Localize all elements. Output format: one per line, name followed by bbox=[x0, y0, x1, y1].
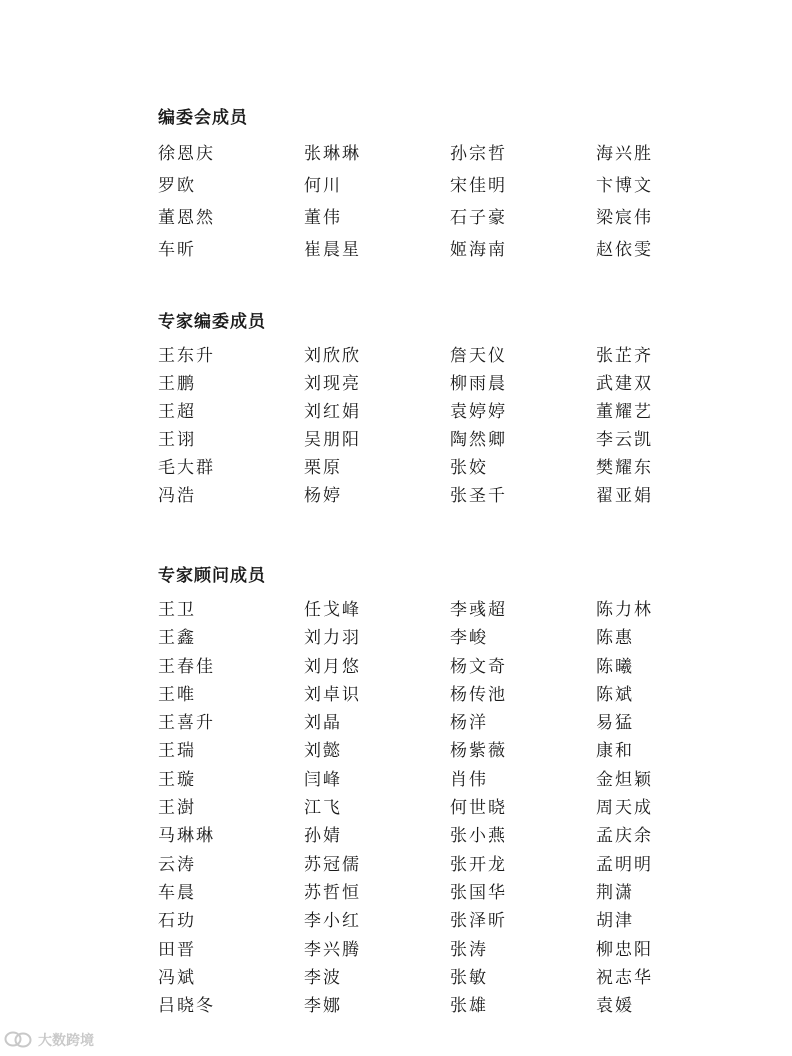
member-name: 车昕 bbox=[158, 240, 196, 260]
member-name: 石玏 bbox=[158, 911, 196, 932]
member-name: 袁媛 bbox=[596, 996, 634, 1017]
member-name: 胡津 bbox=[596, 911, 634, 932]
member-name: 王澍 bbox=[158, 798, 196, 819]
member-name: 詹天仪 bbox=[450, 346, 507, 366]
member-name: 荆潇 bbox=[596, 882, 634, 903]
member-name: 武建双 bbox=[596, 374, 653, 394]
section-title: 专家顾问成员 bbox=[158, 566, 266, 586]
member-name: 王春佳 bbox=[158, 656, 215, 677]
member-name: 张国华 bbox=[450, 882, 507, 903]
member-name: 王唯 bbox=[158, 684, 196, 705]
member-name: 樊耀东 bbox=[596, 458, 653, 478]
member-name: 柳雨晨 bbox=[450, 374, 507, 394]
member-name: 何世晓 bbox=[450, 798, 507, 819]
member-name: 田晋 bbox=[158, 939, 196, 960]
member-name: 董恩然 bbox=[158, 208, 215, 228]
member-name: 张琳琳 bbox=[304, 144, 361, 164]
member-name: 刘现亮 bbox=[304, 374, 361, 394]
member-name: 王诩 bbox=[158, 430, 196, 450]
member-name: 陈斌 bbox=[596, 684, 634, 705]
watermark bbox=[4, 1028, 94, 1052]
member-name: 柳忠阳 bbox=[596, 939, 653, 960]
member-name: 王东升 bbox=[158, 346, 215, 366]
member-name: 车晨 bbox=[158, 882, 196, 903]
member-name: 宋佳明 bbox=[450, 176, 507, 196]
member-name: 刘欣欣 bbox=[304, 346, 361, 366]
member-name: 张芷齐 bbox=[596, 346, 653, 366]
member-name: 李彧超 bbox=[450, 600, 507, 620]
watermark-text: 大数跨境 bbox=[38, 1033, 94, 1049]
member-name: 张涛 bbox=[450, 939, 488, 960]
member-name: 冯斌 bbox=[158, 967, 196, 988]
member-name: 毛大群 bbox=[158, 458, 215, 478]
member-name: 任戈峰 bbox=[304, 600, 361, 620]
member-name: 卞博文 bbox=[596, 176, 653, 196]
member-name: 姬海南 bbox=[450, 240, 507, 260]
member-name: 王瑞 bbox=[158, 741, 196, 762]
section-title: 编委会成员 bbox=[158, 108, 248, 128]
member-name: 祝志华 bbox=[596, 967, 653, 988]
member-name: 孟明明 bbox=[596, 854, 653, 875]
member-name: 张敏 bbox=[450, 967, 488, 988]
member-name: 董耀艺 bbox=[596, 402, 653, 422]
member-name: 张小燕 bbox=[450, 826, 507, 847]
name-grid bbox=[158, 144, 718, 272]
section-expert-advisors bbox=[158, 564, 718, 1024]
member-name: 陈惠 bbox=[596, 628, 634, 649]
member-name: 江飞 bbox=[304, 798, 342, 819]
name-grid bbox=[158, 346, 718, 514]
member-name: 梁宸伟 bbox=[596, 208, 653, 228]
name-grid bbox=[158, 600, 718, 1024]
member-name: 何川 bbox=[304, 176, 342, 196]
member-name: 王超 bbox=[158, 402, 196, 422]
member-name: 李峻 bbox=[450, 628, 488, 649]
member-name: 孙婧 bbox=[304, 826, 342, 847]
member-name: 刘晶 bbox=[304, 713, 342, 734]
member-name: 冯浩 bbox=[158, 486, 196, 506]
member-name: 张开龙 bbox=[450, 854, 507, 875]
member-name: 王鹏 bbox=[158, 374, 196, 394]
member-name: 徐恩庆 bbox=[158, 144, 215, 164]
member-name: 张泽昕 bbox=[450, 911, 507, 932]
member-name: 孟庆余 bbox=[596, 826, 653, 847]
member-name: 王璇 bbox=[158, 769, 196, 790]
member-name: 刘力羽 bbox=[304, 628, 361, 649]
member-name: 李小红 bbox=[304, 911, 361, 932]
member-name: 易猛 bbox=[596, 713, 634, 734]
member-name: 栗原 bbox=[304, 458, 342, 478]
member-name: 李云凯 bbox=[596, 430, 653, 450]
member-name: 杨紫薇 bbox=[450, 741, 507, 762]
member-name: 金炟颖 bbox=[596, 769, 653, 790]
member-name: 马琳琳 bbox=[158, 826, 215, 847]
member-name: 翟亚娟 bbox=[596, 486, 653, 506]
member-name: 孙宗哲 bbox=[450, 144, 507, 164]
member-name: 张圣千 bbox=[450, 486, 507, 506]
member-name: 赵依雯 bbox=[596, 240, 653, 260]
member-name: 杨婷 bbox=[304, 486, 342, 506]
member-name: 陈力林 bbox=[596, 600, 653, 620]
member-name: 袁婷婷 bbox=[450, 402, 507, 422]
member-name: 刘卓识 bbox=[304, 684, 361, 705]
member-name: 陶然卿 bbox=[450, 430, 507, 450]
member-name: 吕晓冬 bbox=[158, 996, 215, 1017]
member-name: 李兴腾 bbox=[304, 939, 361, 960]
member-name: 刘月悠 bbox=[304, 656, 361, 677]
member-name: 董伟 bbox=[304, 208, 342, 228]
member-name: 刘红娟 bbox=[304, 402, 361, 422]
section-editorial-board bbox=[158, 106, 718, 272]
member-name: 李娜 bbox=[304, 996, 342, 1017]
member-name: 闫峰 bbox=[304, 769, 342, 790]
member-name: 崔晨星 bbox=[304, 240, 361, 260]
member-name: 石子豪 bbox=[450, 208, 507, 228]
section-expert-editors bbox=[158, 310, 718, 514]
section-title: 专家编委成员 bbox=[158, 312, 266, 332]
chat-bubble-logo-icon bbox=[4, 1031, 34, 1049]
member-name: 杨文奇 bbox=[450, 656, 507, 677]
member-name: 康和 bbox=[596, 741, 634, 762]
member-name: 王鑫 bbox=[158, 628, 196, 649]
member-name: 苏冠儒 bbox=[304, 854, 361, 875]
member-name: 周天成 bbox=[596, 798, 653, 819]
member-name: 陈曦 bbox=[596, 656, 634, 677]
member-name: 刘懿 bbox=[304, 741, 342, 762]
member-name: 肖伟 bbox=[450, 769, 488, 790]
member-name: 海兴胜 bbox=[596, 144, 653, 164]
member-name: 罗欧 bbox=[158, 176, 196, 196]
member-name: 王喜升 bbox=[158, 713, 215, 734]
member-name: 苏哲恒 bbox=[304, 882, 361, 903]
member-name: 吴朋阳 bbox=[304, 430, 361, 450]
member-name: 李波 bbox=[304, 967, 342, 988]
member-name: 云涛 bbox=[158, 854, 196, 875]
member-name: 杨传池 bbox=[450, 684, 507, 705]
member-name: 王卫 bbox=[158, 600, 196, 620]
member-name: 张雄 bbox=[450, 996, 488, 1017]
member-name: 张姣 bbox=[450, 458, 488, 478]
member-name: 杨洋 bbox=[450, 713, 488, 734]
